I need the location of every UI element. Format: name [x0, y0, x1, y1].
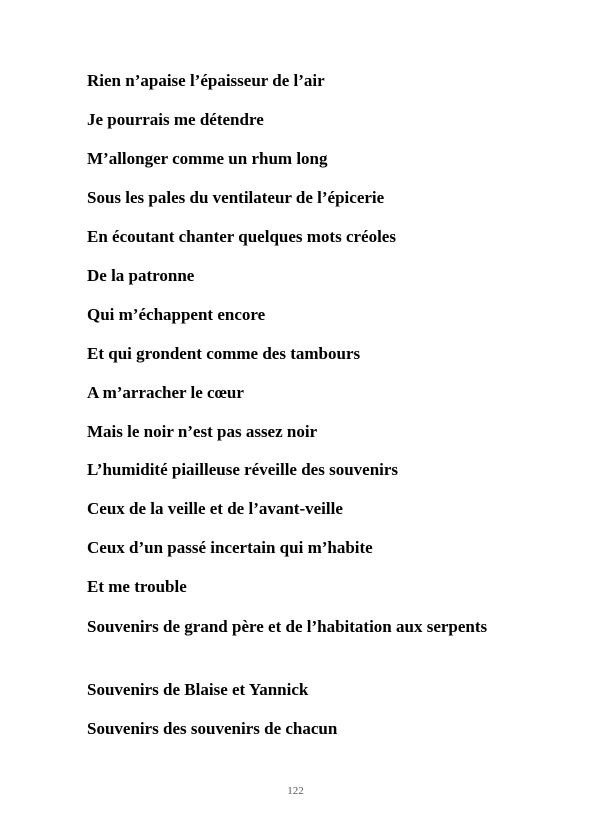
- poem-line: Ceux d’un passé incertain qui m’habite: [87, 538, 373, 557]
- poem-line: A m’arracher le cœur: [87, 383, 244, 402]
- poem-line: De la patronne: [87, 266, 195, 285]
- poem-line: En écoutant chanter quelques mots créoles: [87, 227, 396, 246]
- poem-line: Ceux de la veille et de l’avant-veille: [87, 499, 343, 518]
- poem-line: Rien n’apaise l’épaisseur de l’air: [87, 71, 325, 90]
- poem-line: Et qui grondent comme des tambours: [87, 344, 361, 363]
- poem-line: Qui m’échappent encore: [87, 305, 266, 324]
- page-number: 122: [287, 785, 304, 797]
- poem-line: Je pourrais me détendre: [87, 110, 264, 129]
- poem-line: L’humidité piailleuse réveille des souvenirs: [87, 460, 399, 479]
- poem-line: Et me trouble: [87, 577, 187, 596]
- poem-line: Souvenirs de grand père et de l’habitation aux serpents: [87, 617, 488, 636]
- poem-line: Sous les pales du ventilateur de l’épicerie: [87, 188, 385, 207]
- poem-line: M’allonger comme un rhum long: [87, 149, 328, 168]
- poem-line: Mais le noir n’est pas assez noir: [87, 422, 318, 441]
- poem-line: Souvenirs de Blaise et Yannick: [87, 680, 309, 699]
- poem-line: Souvenirs des souvenirs de chacun: [87, 719, 338, 738]
